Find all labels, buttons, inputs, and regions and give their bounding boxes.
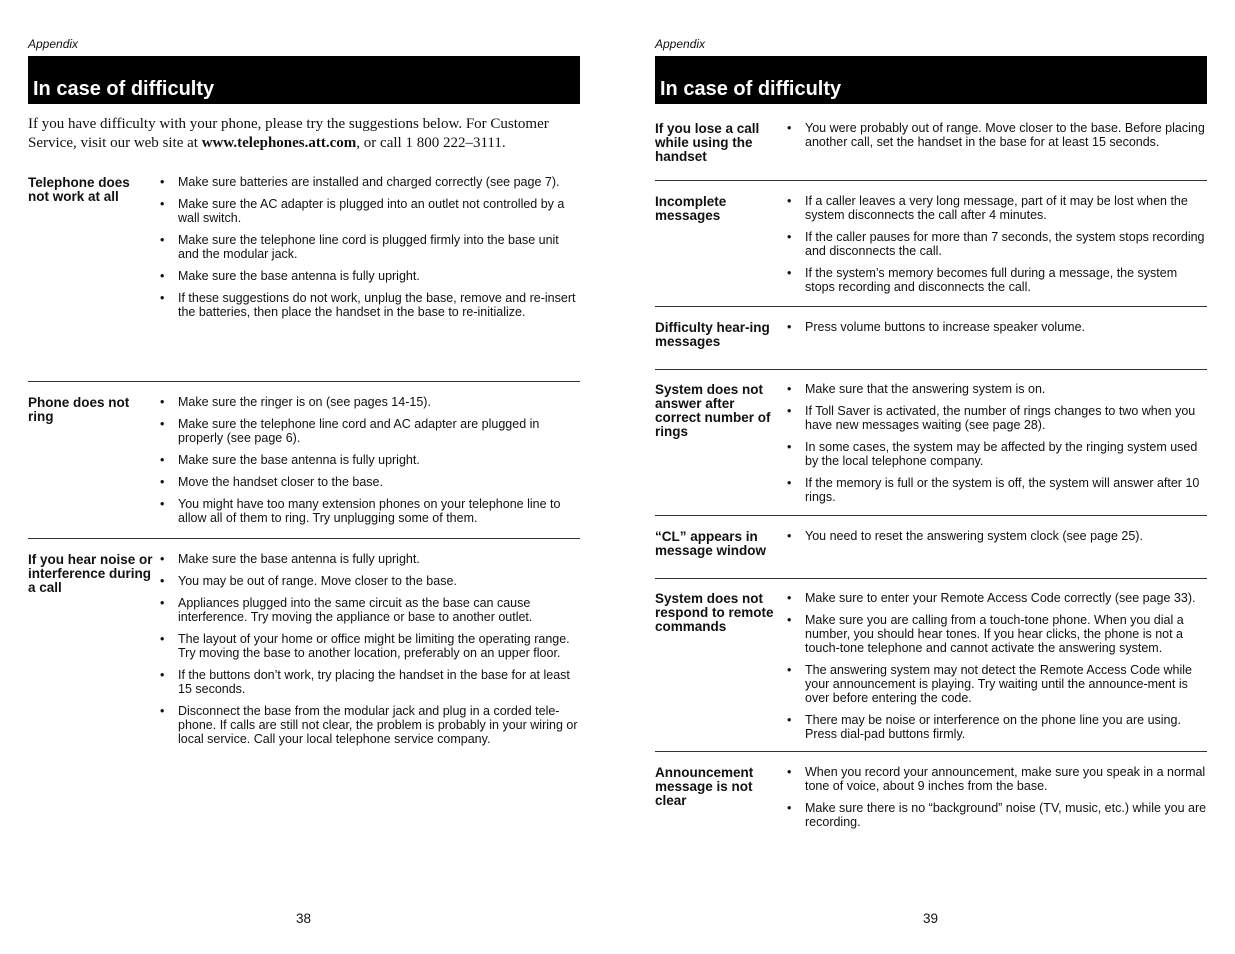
section-heading: Announcement message is not clear	[655, 765, 754, 808]
section-heading: System does not answer after correct number of rings	[655, 382, 771, 439]
suggestion-item: • You were probably out of range. Move closer to the base. Before placing another call, set the handset in the base for at least 15 seconds.	[785, 121, 1207, 149]
intro-paragraph	[28, 115, 580, 153]
suggestion-item: • If these suggestions do not work, unplug the base, remove and re-insert the batteries, then place the handset in the base to re-initialize.	[158, 291, 580, 319]
running-header: Appendix	[655, 37, 706, 51]
intro-text: If you have difficulty with your phone, please try the suggestions below. For Customer Service, visit our web site at	[28, 116, 549, 151]
suggestion-item: • Make sure to enter your Remote Access Code correctly (see page 33).	[785, 591, 1207, 605]
suggestion-item: • Make sure the telephone line cord and AC adapter are plugged in properly (see page 6).	[158, 417, 580, 445]
suggestion-item: • Appliances plugged into the same circuit as the base can cause interference. Try moving the appliance or base to another outlet.	[158, 596, 580, 624]
suggestion-list	[785, 529, 1207, 551]
suggestion-list	[785, 121, 1207, 157]
suggestion-item: • If a caller leaves a very long message, part of it may be lost when the system disconnects the call after 4 minutes.	[785, 194, 1207, 222]
suggestion-item: • You might have too many extension phones on your telephone line to allow all of them to ring. Try unplugging some of them.	[158, 497, 580, 525]
suggestion-item: • In some cases, the system may be affected by the ringing system used by the local telephone company.	[785, 440, 1207, 468]
suggestion-item: • When you record your announcement, make sure you speak in a normal tone of voice, about 9 inches from the base.	[785, 765, 1207, 793]
suggestion-item: • Disconnect the base from the modular jack and plug in a corded tele-phone. If calls are still not clear, the problem is probably in your wiring or local service. Call your local telephone service company.	[158, 704, 580, 746]
suggestion-item: • Make sure that the answering system is on.	[785, 382, 1207, 396]
suggestion-item: • You may be out of range. Move closer to the base.	[158, 574, 580, 588]
troubleshoot-section	[655, 180, 1207, 294]
suggestion-list	[785, 382, 1207, 512]
troubleshoot-section	[655, 306, 1207, 349]
suggestion-item: • Press volume buttons to increase speaker volume.	[785, 320, 1207, 334]
suggestion-item: • Make sure there is no “background” noise (TV, music, etc.) while you are recording.	[785, 801, 1207, 829]
suggestion-item: • If Toll Saver is activated, the number of rings changes to two when you have new messages waiting (see page 28).	[785, 404, 1207, 432]
suggestion-item: • Make sure the telephone line cord is plugged firmly into the base unit and the modular jack.	[158, 233, 580, 261]
page-title: In case of difficulty	[660, 78, 842, 100]
suggestion-item: • Make sure batteries are installed and charged correctly (see page 7).	[158, 175, 580, 189]
suggestion-item: • If the caller pauses for more than 7 seconds, the system stops recording and disconnects the call.	[785, 230, 1207, 258]
title-banner	[655, 56, 1207, 104]
troubleshoot-section	[655, 369, 1207, 504]
section-heading: If you hear noise or interference during a call	[28, 552, 153, 595]
suggestion-item: • If the memory is full or the system is off, the system will answer after 10 rings.	[785, 476, 1207, 504]
suggestion-item: • Make sure the base antenna is fully upright.	[158, 453, 580, 467]
page-number: 39	[923, 911, 939, 926]
troubleshoot-section	[655, 515, 1207, 558]
website-link: www.telephones.att.com	[201, 135, 357, 151]
section-heading: Incomplete messages	[655, 194, 727, 223]
suggestion-item: • Move the handset closer to the base.	[158, 475, 580, 489]
suggestion-item: • The layout of your home or office might be limiting the operating range. Try moving the base to another location, preferably on an upper floor.	[158, 632, 580, 660]
section-heading: Difficulty hear-ing messages	[655, 320, 770, 349]
suggestion-item: • Make sure you are calling from a touch-tone phone. When you dial a number, you should hear tones. If you hear clicks, the phone is not a touch-tone telephone and cannot activate the answering system.	[785, 613, 1207, 655]
left-page	[28, 0, 580, 954]
suggestion-list	[158, 395, 580, 533]
suggestion-item: • There may be noise or interference on the phone line you are using. Press dial-pad buttons firmly.	[785, 713, 1207, 741]
section-heading: Telephone does not work at all	[28, 175, 130, 204]
running-header: Appendix	[28, 37, 79, 51]
suggestion-item: • If the system’s memory becomes full during a message, the system stops recording and disconnects the call.	[785, 266, 1207, 294]
page-number: 38	[296, 911, 312, 926]
suggestion-list	[785, 320, 1207, 342]
section-heading: System does not respond to remote commands	[655, 591, 774, 634]
section-heading: “CL” appears in message window	[655, 529, 767, 558]
suggestion-list	[158, 552, 580, 754]
suggestion-list	[785, 194, 1207, 302]
title-banner	[28, 56, 580, 104]
troubleshoot-section	[655, 578, 1207, 741]
troubleshoot-section	[655, 751, 1207, 829]
suggestion-item: • Make sure the AC adapter is plugged into an outlet not controlled by a wall switch.	[158, 197, 580, 225]
suggestion-item: • The answering system may not detect the Remote Access Code while your announcement is playing. Try waiting until the announce-ment is over before entering the code.	[785, 663, 1207, 705]
intro-phone-text: , or call 1 800 222–3111.	[356, 135, 506, 151]
page-title: In case of difficulty	[33, 78, 215, 100]
suggestion-item: • Make sure the base antenna is fully upright.	[158, 269, 580, 283]
section-heading: If you lose a call while using the handset	[655, 121, 760, 164]
troubleshoot-section	[28, 381, 580, 525]
suggestion-item: • You need to reset the answering system clock (see page 25).	[785, 529, 1207, 543]
suggestion-list	[785, 765, 1207, 837]
suggestion-list	[158, 175, 580, 327]
suggestion-item: • If the buttons don’t work, try placing the handset in the base for at least 15 seconds.	[158, 668, 580, 696]
right-page	[655, 0, 1207, 954]
suggestion-list	[785, 591, 1207, 749]
suggestion-item: • Make sure the ringer is on (see pages 14-15).	[158, 395, 580, 409]
suggestion-item: • Make sure the base antenna is fully upright.	[158, 552, 580, 566]
troubleshoot-section	[28, 538, 580, 746]
section-heading: Phone does not ring	[28, 395, 130, 424]
